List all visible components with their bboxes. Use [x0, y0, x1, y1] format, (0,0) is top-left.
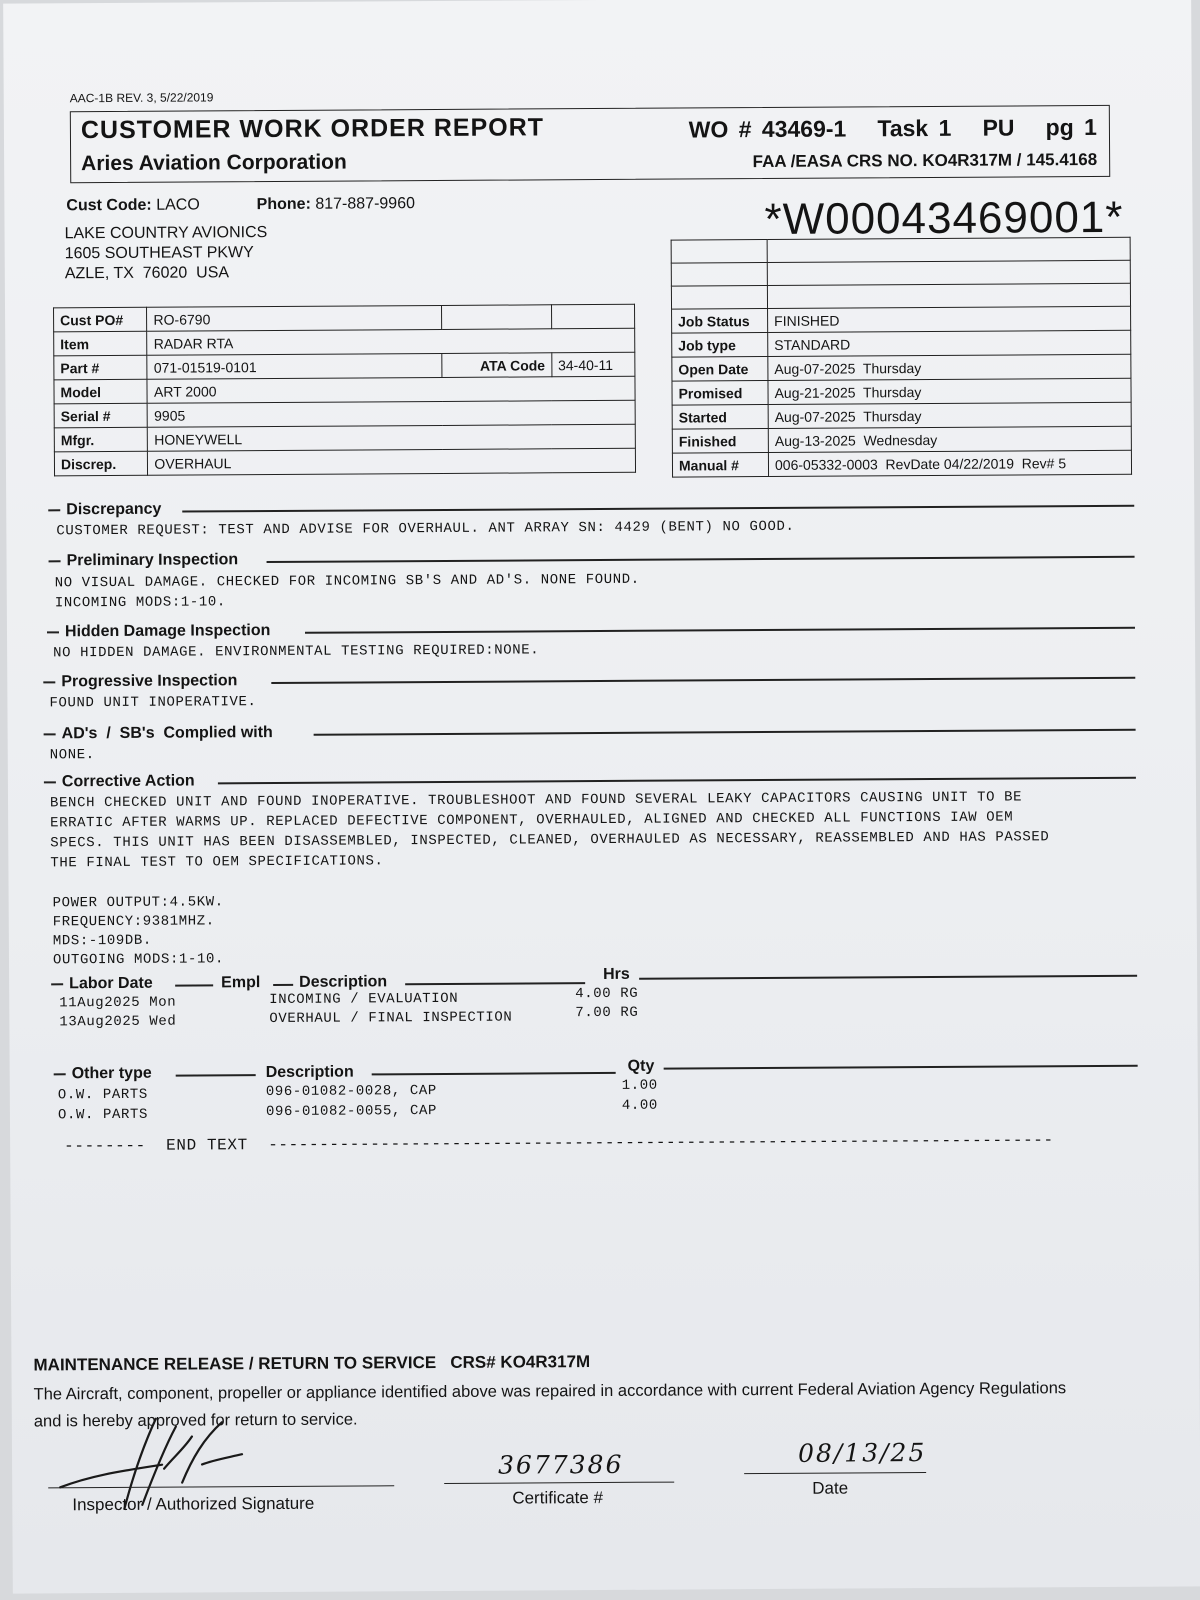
info-row-serial: [54, 400, 635, 428]
labor-row-date: 11Aug2025 Mon: [59, 994, 177, 1012]
section-rule: [182, 505, 1134, 513]
corrective-text-line: SPECS. THIS UNIT HAS BEEN DISASSEMBLED, INSPECTED, CLEANED, OVERHAULED AS NECESSARY, REASSEMBLED AND HAS PASSED: [50, 829, 1050, 852]
discrep-label: Discrep.: [54, 451, 148, 476]
labor-row-hrs: 7.00 RG: [575, 1004, 639, 1022]
section-rule: [314, 729, 1136, 736]
report-header: [70, 105, 1110, 183]
started-label: Started: [672, 404, 768, 429]
status-row-started: [672, 402, 1131, 429]
manual-value: 006-05332-0003 RevDate 04/22/2019 Rev# 5: [768, 450, 1131, 476]
cust-code-label: Cust Code:: [66, 196, 152, 215]
empty-cell: [442, 305, 552, 330]
section-rule: [267, 556, 1135, 563]
date-label: Date: [812, 1478, 849, 1498]
header-rule: [639, 975, 1137, 980]
labor-row-hrs: 4.00 RG: [575, 985, 639, 1003]
section-rule: [305, 627, 1135, 634]
status-row-job-status: [672, 306, 1131, 333]
empty-cell: [767, 283, 1130, 308]
status-row-finished: [672, 426, 1131, 453]
info-row-part: [54, 352, 635, 380]
header-rule: [405, 982, 585, 985]
status-row-open-date: [672, 354, 1131, 381]
customer-name: LAKE COUNTRY AVIONICS: [64, 224, 268, 243]
labor-row-description: OVERHAUL / FINAL INSPECTION: [269, 1009, 513, 1028]
labor-description-header: Description: [299, 973, 388, 991]
mfgr-label: Mfgr.: [54, 427, 148, 452]
part-value: 071-01519-0101: [147, 353, 442, 379]
corrective-text-line: POWER OUTPUT:4.5KW.: [52, 894, 224, 912]
mfgr-value: HONEYWELL: [148, 424, 636, 451]
header-rule: [273, 984, 293, 986]
form-revision: AAC-1B REV. 3, 5/22/2019: [69, 90, 214, 106]
section-heading-progressive-inspection: Progressive Inspection: [43, 672, 237, 691]
section-heading-hidden-damage-inspection: Hidden Damage Inspection: [47, 622, 270, 641]
labor-date-header: Labor Date: [51, 975, 153, 994]
empty-cell: [671, 262, 767, 286]
company-name: Aries Aviation Corporation: [81, 150, 347, 176]
info-row-cust-po: [54, 304, 635, 332]
date-line: [744, 1472, 926, 1474]
part-label: Part #: [54, 355, 148, 380]
corrective-text-line: BENCH CHECKED UNIT AND FOUND INOPERATIVE. TROUBLESHOOT AND FOUND SEVERAL LEAKY CAPACITORS CAUSING UNIT TO BE: [49, 789, 1023, 812]
cust-po-label: Cust PO#: [54, 307, 148, 332]
item-info-table: [53, 304, 636, 477]
customer-address-line-2: AZLE, TX 76020 USA: [64, 264, 230, 283]
section-rule: [271, 677, 1135, 684]
open-date-label: Open Date: [672, 356, 768, 381]
finished-label: Finished: [672, 428, 768, 453]
info-row-model: [54, 376, 635, 404]
work-order-sheet: [3, 0, 1200, 1594]
section-heading-ads-sbs: AD's / SB's Complied with: [44, 724, 273, 743]
section-heading-discrepancy: Discrepancy: [48, 501, 161, 520]
discrep-value: OVERHAUL: [148, 448, 636, 475]
corrective-text-line: ERRATIC AFTER WARMS UP. REPLACED DEFECTIVE COMPONENT, OVERHAULED, ALIGNED AND CHECKED ALL FUNCTIONS IAW OEM: [50, 809, 1014, 832]
promised-label: Promised: [672, 380, 768, 405]
blank-row: [671, 260, 1130, 286]
maintenance-release-statement: The Aircraft, component, propeller or appliance identified above was repaired in accordance with current Federal Aviation Agency Regulations and is hereby approved for return to service.: [33, 1379, 1067, 1431]
work-order-number: WO # 43469-1 Task 1 PU pg 1: [688, 113, 1098, 143]
preliminary-text-line: NO VISUAL DAMAGE. CHECKED FOR INCOMING SB'S AND AD'S. NONE FOUND.: [54, 571, 640, 592]
promised-value: Aug-21-2025 Thursday: [768, 378, 1131, 404]
empty-cell: [767, 260, 1130, 285]
empty-cell: [671, 239, 767, 263]
job-status-label: Job Status: [672, 308, 768, 333]
empty-cell: [767, 237, 1130, 262]
customer-code-line: [66, 195, 415, 215]
other-type-header: Other type: [54, 1065, 152, 1084]
cust-code: LACO: [156, 196, 200, 214]
section-heading-preliminary-inspection: Preliminary Inspection: [49, 551, 239, 570]
section-rule: [218, 777, 1136, 785]
maintenance-release-title: MAINTENANCE RELEASE / RETURN TO SERVICE CRS# KO4R317M: [33, 1352, 591, 1375]
corrective-text-line: FREQUENCY:9381MHZ.: [52, 913, 215, 931]
other-row-qty: 1.00: [621, 1077, 658, 1094]
blank-row: [671, 237, 1130, 263]
job-status-table: [671, 237, 1132, 478]
discrepancy-text-line: CUSTOMER REQUEST: TEST AND ADVISE FOR OVERHAUL. ANT ARRAY SN: 4429 (BENT) NO GOOD.: [56, 518, 795, 540]
labor-row-date: 13Aug2025 Wed: [59, 1013, 177, 1031]
manual-label: Manual #: [672, 452, 768, 477]
section-heading-corrective-action: Corrective Action: [44, 772, 195, 791]
release-date-handwritten: 08/13/25: [797, 1438, 927, 1468]
labor-hrs-header: Hrs: [603, 965, 630, 983]
finished-value: Aug-13-2025 Wednesday: [768, 426, 1131, 452]
header-rule: [175, 984, 213, 986]
empty-cell: [671, 285, 767, 309]
header-rule: [664, 1065, 1138, 1070]
item-value: RADAR RTA: [147, 328, 635, 355]
report-title: CUSTOMER WORK ORDER REPORT: [80, 113, 545, 145]
open-date-value: Aug-07-2025 Thursday: [768, 354, 1131, 380]
ata-value: 34-40-11: [551, 352, 634, 377]
info-row-discrep: [54, 448, 635, 476]
ata-label: ATA Code: [442, 353, 552, 378]
serial-value: 9905: [148, 400, 636, 427]
other-row-description: 096-01082-0055, CAP: [265, 1103, 438, 1121]
header-rule: [372, 1072, 616, 1075]
end-text-marker: -------- END TEXT -----------------------------------------------------------------------------: [64, 1131, 1054, 1156]
header-rule: [176, 1074, 256, 1076]
other-row-type: O.W. PARTS: [57, 1086, 148, 1104]
empty-cell: [551, 304, 634, 329]
customer-address-line-1: 1605 SOUTHEAST PKWY: [64, 244, 254, 263]
info-row-item: [54, 328, 635, 356]
crs-number: FAA /EASA CRS NO. KO4R317M / 145.4168: [752, 149, 1098, 172]
job-status-value: FINISHED: [768, 306, 1131, 332]
status-row-job-type: [672, 330, 1131, 357]
status-row-manual: [672, 450, 1131, 477]
corrective-text-line: MDS:-109DB.: [52, 932, 152, 950]
work-order-barcode-text: *W00043469001*: [764, 192, 1124, 244]
certificate-number-handwritten: 3677386: [498, 1449, 624, 1480]
hidden-damage-text-line: NO HIDDEN DAMAGE. ENVIRONMENTAL TESTING REQUIRED:NONE.: [53, 642, 540, 662]
serial-label: Serial #: [54, 403, 148, 428]
other-row-description: 096-01082-0028, CAP: [265, 1083, 437, 1101]
item-label: Item: [54, 331, 148, 356]
status-row-promised: [672, 378, 1131, 405]
cust-po-value: RO-6790: [147, 305, 442, 331]
model-value: ART 2000: [147, 376, 635, 403]
ads-sbs-text-line: NONE.: [49, 747, 95, 764]
info-row-mfgr: [54, 424, 635, 452]
other-qty-header: Qty: [627, 1057, 655, 1075]
preliminary-text-line: INCOMING MODS:1-10.: [54, 594, 226, 612]
labor-row-description: INCOMING / EVALUATION: [269, 990, 459, 1009]
job-type-value: STANDARD: [768, 330, 1131, 356]
corrective-text-line: THE FINAL TEST TO OEM SPECIFICATIONS.: [50, 853, 384, 872]
progressive-text-line: FOUND UNIT INOPERATIVE.: [49, 694, 257, 712]
phone-label: Phone:: [256, 195, 311, 214]
phone-value: 817-887-9960: [315, 195, 416, 213]
started-value: Aug-07-2025 Thursday: [768, 402, 1131, 428]
model-label: Model: [54, 379, 148, 404]
certificate-label: Certificate #: [512, 1488, 604, 1508]
inspector-signature-label: Inspector / Authorized Signature: [72, 1493, 315, 1515]
other-row-qty: 4.00: [621, 1097, 658, 1114]
blank-row: [671, 283, 1130, 309]
certificate-line: [444, 1482, 674, 1484]
other-row-type: O.W. PARTS: [57, 1106, 149, 1124]
job-type-label: Job type: [672, 332, 768, 357]
other-description-header: Description: [265, 1063, 354, 1082]
corrective-text-line: OUTGOING MODS:1-10.: [52, 951, 225, 969]
labor-empl-header: Empl: [221, 974, 261, 992]
